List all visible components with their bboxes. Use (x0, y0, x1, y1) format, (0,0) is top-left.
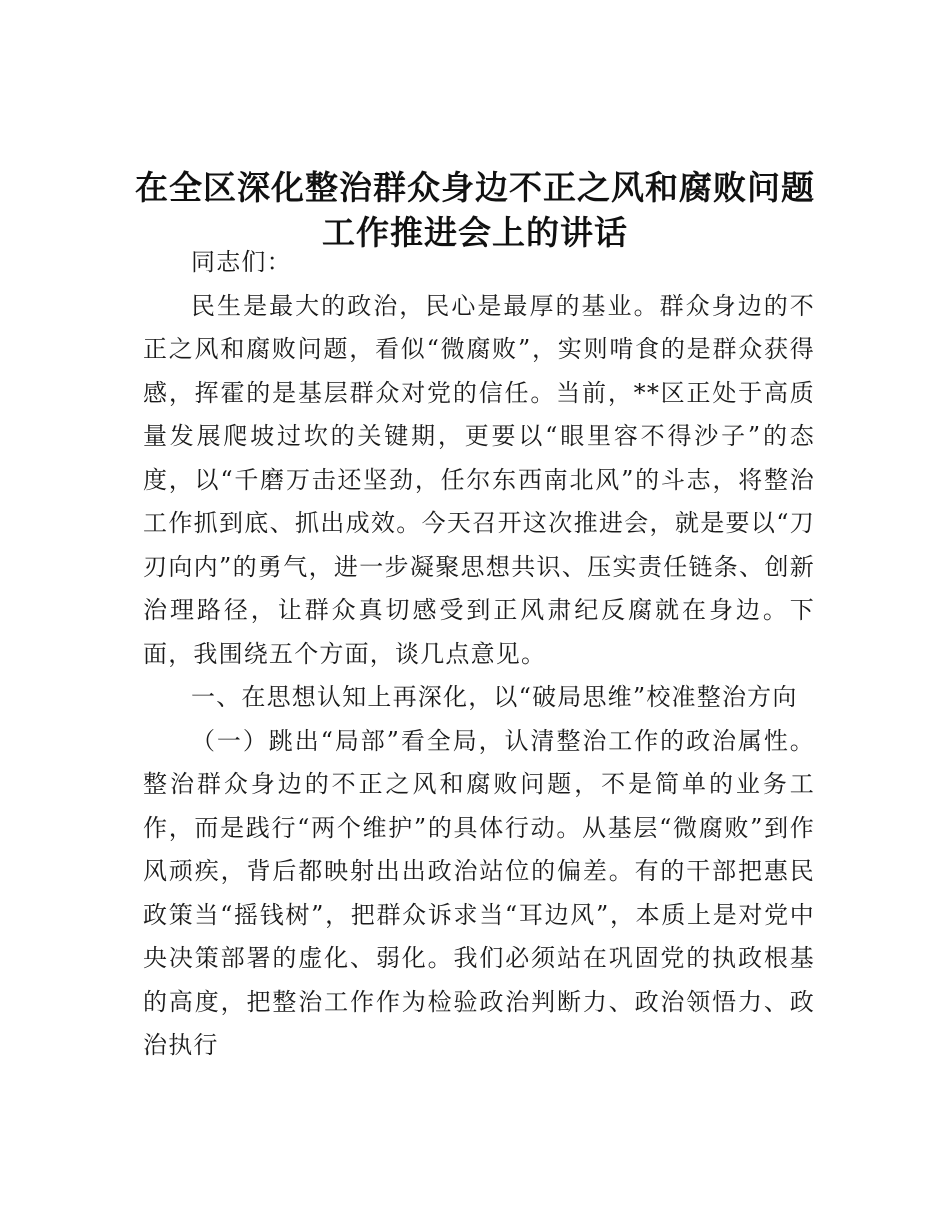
title-line-2: 工作推进会上的讲话 (322, 213, 628, 252)
document-body (143, 241, 815, 1068)
salutation: 同志们： (191, 248, 292, 276)
section-heading-1: 一、在思想认知上再深化，以“破局思维”校准整治方向 (191, 683, 798, 711)
title-line-1: 在全区深化整治群众身边不正之风和腐败问题 (135, 168, 815, 207)
opening-paragraph: 民生是最大的政治，民心是最厚的基业。群众身边的不正之风和腐败问题，看似“微腐败”，实则啃食的是群众获得感，挥霍的是基层群众对党的信任。当前，**区正处于高质量发展爬坡过坎的关键期，更要以“眼里容不得沙子”的态度，以“千磨万击还坚劲，任尔东西南北风”的斗志，将整治工作抓到底、抓出成效。今天召开这次推进会，就是要以“刀刃向内”的勇气，进一步凝聚思想共识、压实责任链条、创新治理路径，让群众真切感受到正风肃纪反腐就在身边。下面，我围绕五个方面，谈几点意见。 (143, 291, 815, 668)
subsection-paragraph-1: （一）跳出“局部”看全局，认清整治工作的政治属性。整治群众身边的不正之风和腐败问题，不是简单的业务工作，而是践行“两个维护”的具体行动。从基层“微腐败”到作风顽疾，背后都映射出出政治站位的偏差。有的干部把惠民政策当“摇钱树”，把群众诉求当“耳边风”，本质上是对党中央决策部署的虚化、弱化。我们必须站在巩固党的执政根基的高度，把整治工作作为检验政治判断力、政治领悟力、政治执行 (143, 726, 815, 1059)
